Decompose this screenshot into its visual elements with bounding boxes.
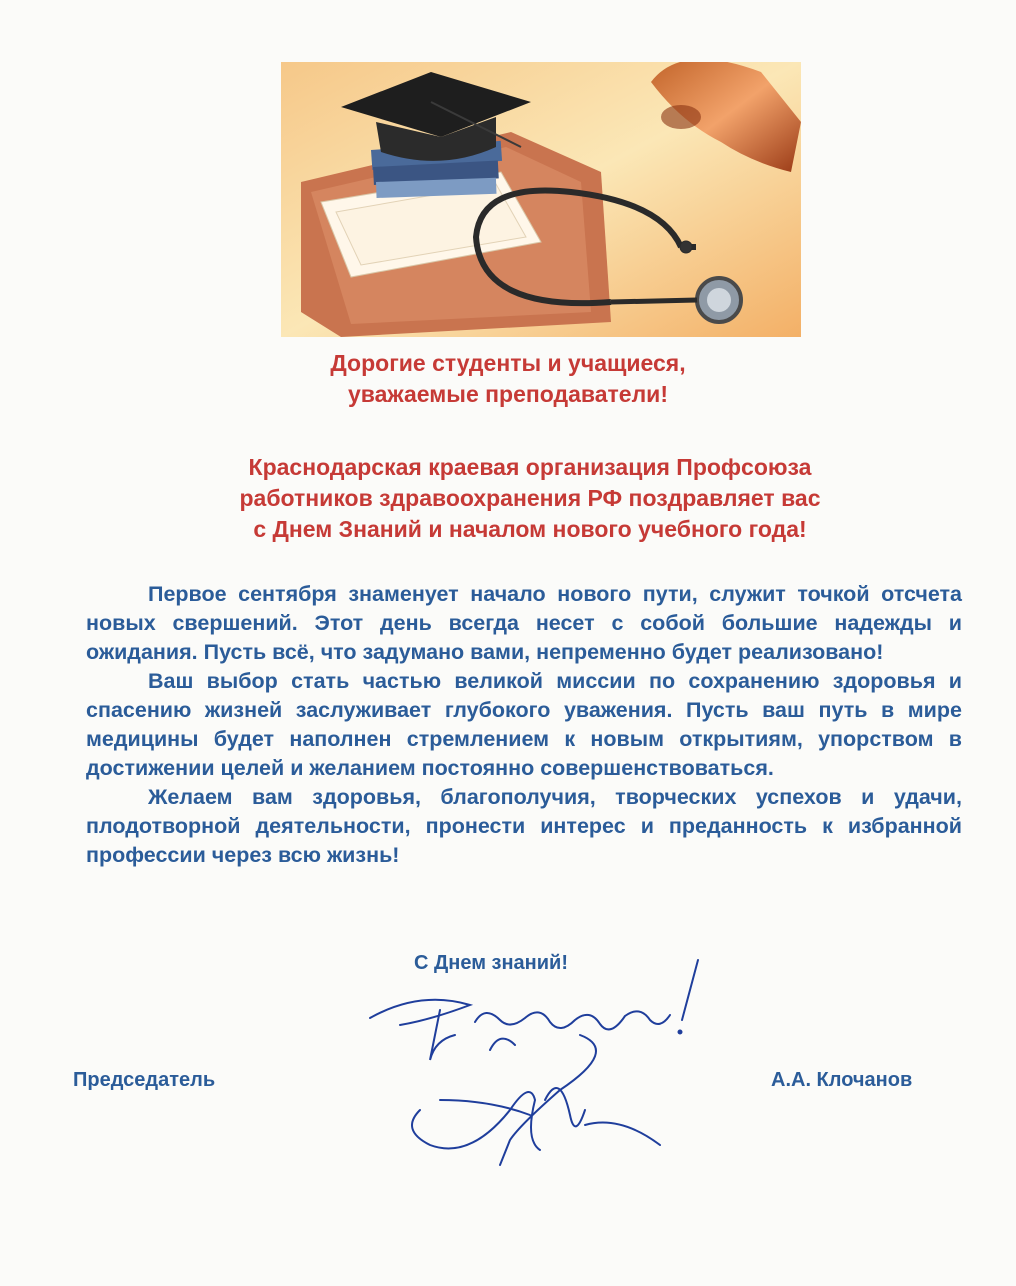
closing-line: С Днем знаний! [414,952,569,974]
body-paragraph: Ваш выбор стать частью великой миссии по сохранению здоровья и спасению жизней заслуживает глубокого уважения. Пусть ваш путь в мире медицины будет наполнен стремлением к новым открытиям, упорством в достижении целей и желанием постоянно совершенствоваться. [86,669,962,780]
greeting-line: уважаемые преподаватели! [348,381,668,407]
body-paragraph: Первое сентября знаменует начало нового пути, служит точкой отсчета новых свершений. Этот день всегда несет с собой большие надежды и ожидания. Пусть всё, что задумано вами, непременно будет реализовано! [86,582,962,664]
organization-line: Краснодарская краевая организация Профсоюза [248,454,812,480]
handwritten-signature [360,950,720,1170]
greeting-heading [0,348,1016,410]
body-paragraph: Желаем вам здоровья, благополучия, творческих успехов и удачи, плодотворной деятельности, пронести интерес и преданность к избранной профессии через всю жизнь! [86,785,962,867]
banner-illustration [281,62,801,337]
organization-line: работников здравоохранения РФ поздравляет вас [239,485,821,511]
signatory-name: А.А. Клочанов [771,1069,913,1091]
organization-congratulation [160,452,900,545]
signatory-position: Председатель [73,1069,216,1091]
banner-image [281,62,801,337]
organization-line: с Днем Знаний и началом нового учебного года! [253,516,807,542]
greeting-line: Дорогие студенты и учащиеся, [330,350,686,376]
letter-body [86,580,962,870]
signature-drawing [360,950,720,1170]
